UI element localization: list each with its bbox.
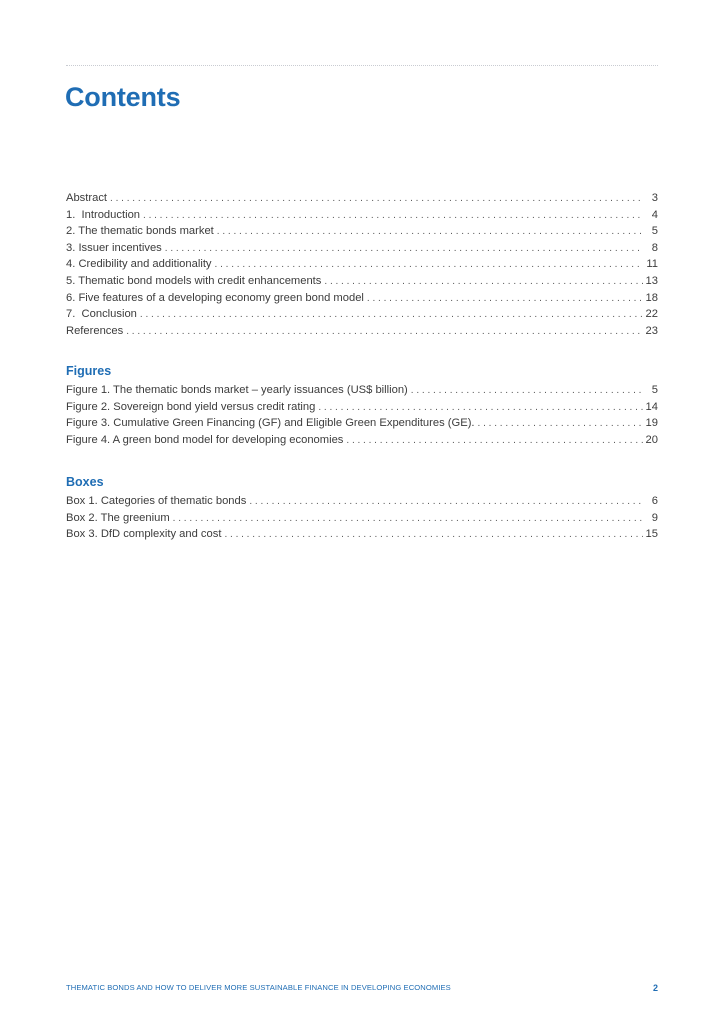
box-entry[interactable] — [66, 510, 658, 527]
toc-entry[interactable] — [66, 256, 658, 273]
figure-entry[interactable] — [66, 415, 658, 432]
figure-entry-page: 20 — [645, 433, 658, 446]
toc-entry[interactable] — [66, 240, 658, 257]
toc-entry-page: 22 — [645, 308, 658, 321]
dot-leader — [173, 511, 643, 528]
figure-entry-label: Figure 3. Cumulative Green Financing (GF) and Eligible Green Expenditures (GE). — [66, 417, 475, 430]
toc-figures-list — [66, 363, 658, 448]
dot-leader — [249, 494, 643, 511]
figure-entry-label: Figure 2. Sovereign bond yield versus credit rating — [66, 400, 316, 413]
toc-entry[interactable] — [66, 323, 658, 340]
toc-entry[interactable] — [66, 306, 658, 323]
dot-leader — [478, 416, 643, 433]
toc-entry[interactable] — [66, 223, 658, 240]
footer-page-number: 2 — [652, 983, 658, 993]
figures-heading: Figures — [66, 364, 112, 378]
toc-entry-label: 7. Conclusion — [66, 308, 137, 321]
dot-leader — [224, 527, 642, 544]
box-entry-page: 9 — [651, 511, 658, 524]
toc-entry[interactable] — [66, 207, 658, 224]
toc-entry-label: 6. Five features of a developing economy green bond model — [66, 291, 364, 304]
figure-entry[interactable] — [66, 432, 658, 449]
box-entry-label: Box 3. DfD complexity and cost — [66, 528, 222, 541]
dot-leader — [140, 307, 643, 324]
dot-leader — [126, 324, 642, 341]
box-entry-page: 15 — [645, 528, 658, 541]
dot-leader — [411, 383, 643, 400]
dot-leader — [324, 274, 642, 291]
toc-entry-page: 3 — [651, 192, 658, 204]
figure-entry[interactable] — [66, 382, 658, 399]
box-entry-label: Box 2. The greenium — [66, 511, 170, 524]
box-entry[interactable] — [66, 493, 658, 510]
figure-entry-label: Figure 4. A green bond model for developing economies — [66, 433, 344, 446]
toc-entry-label: 1. Introduction — [66, 208, 141, 221]
dot-leader — [318, 400, 642, 417]
dot-leader — [217, 224, 643, 241]
figure-entry-page: 19 — [645, 417, 658, 430]
dot-leader — [143, 208, 643, 225]
box-entry-label: Box 1. Categories of thematic bonds — [66, 495, 247, 507]
toc-entry-label: References — [66, 324, 124, 337]
toc-entry-label: 5. Thematic bond models with credit enhancements — [66, 274, 322, 287]
figure-entry-label: Figure 1. The thematic bonds market – yearly issuances (US$ billion) — [66, 384, 408, 396]
toc-entry-page: 8 — [651, 241, 658, 254]
toc-entry[interactable] — [66, 290, 658, 307]
toc-entry-page: 11 — [646, 258, 658, 271]
dot-leader — [367, 291, 643, 308]
toc-entry-label: Abstract — [66, 192, 108, 204]
dot-leader — [215, 257, 643, 274]
boxes-heading: Boxes — [66, 475, 104, 489]
toc-main-list — [66, 190, 658, 339]
toc-entry-label: 4. Credibility and additionality — [66, 258, 212, 271]
toc-entry-page: 4 — [651, 208, 658, 221]
top-divider — [66, 65, 658, 66]
toc-entry-page: 13 — [645, 274, 658, 287]
footer-title: THEMATIC BONDS AND HOW TO DELIVER MORE SUSTAINABLE FINANCE IN DEVELOPING ECONOMIES — [66, 983, 451, 992]
box-entry[interactable] — [66, 526, 658, 543]
toc-entry-page: 23 — [645, 324, 658, 337]
dot-leader — [165, 241, 643, 258]
figure-entry-page: 14 — [645, 400, 658, 413]
toc-entry-label: 2. The thematic bonds market — [66, 225, 214, 238]
figure-entry[interactable] — [66, 399, 658, 416]
dot-leader — [110, 191, 643, 208]
toc-entry-page: 5 — [651, 225, 658, 238]
toc-boxes-list — [66, 474, 658, 543]
box-entry-page: 6 — [651, 495, 658, 507]
toc-entry-label: 3. Issuer incentives — [66, 241, 162, 254]
toc-entry-page: 18 — [645, 291, 658, 304]
figure-entry-page: 5 — [651, 384, 658, 396]
dot-leader — [346, 433, 642, 450]
toc-entry[interactable] — [66, 190, 658, 207]
page-title: Contents — [65, 82, 181, 112]
toc-entry[interactable] — [66, 273, 658, 290]
